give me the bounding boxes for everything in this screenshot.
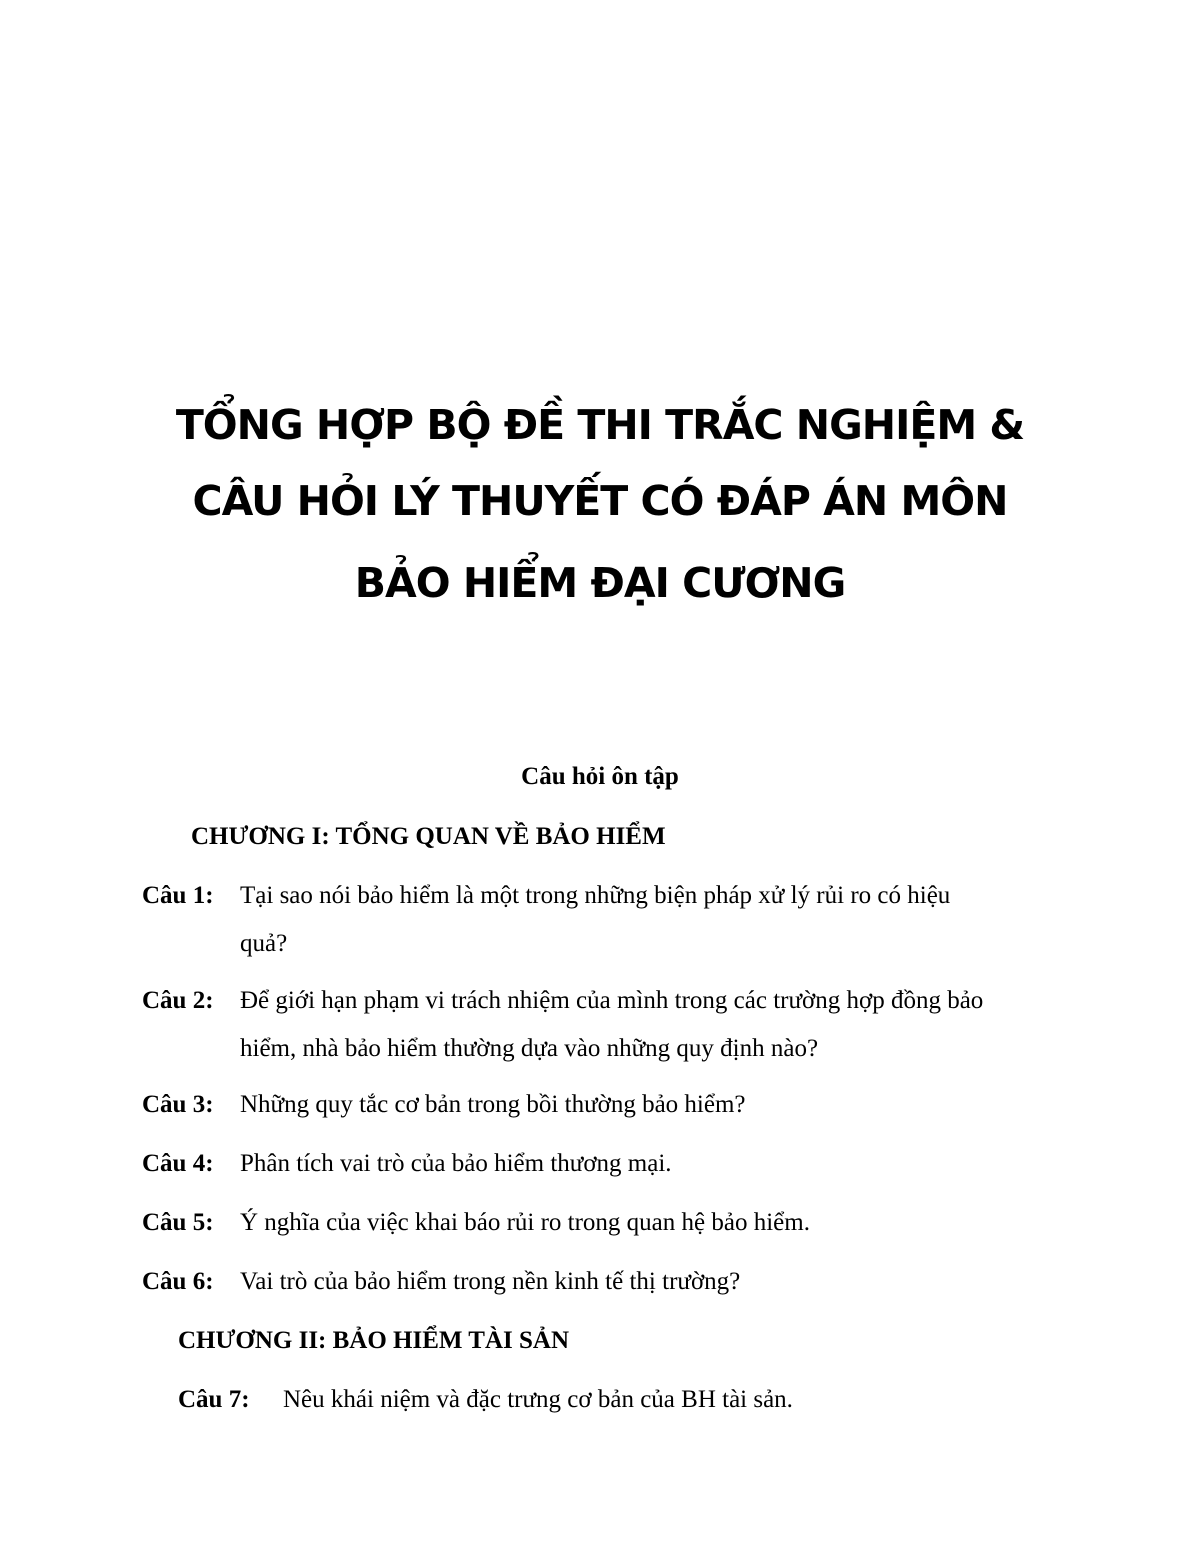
question-3-text: Những quy tắc cơ bản trong bồi thường bảo hiểm? [240, 1091, 746, 1118]
question-4-text: Phân tích vai trò của bảo hiểm thương mại. [240, 1150, 672, 1177]
question-2-text-line-1: Để giới hạn phạm vi trách nhiệm của mình trong các trường hợp đồng bảo [240, 987, 984, 1014]
question-7-text: Nêu khái niệm và đặc trưng cơ bản của BH tài sản. [283, 1386, 793, 1413]
title-line-3: BẢO HIỂM ĐẠI CƯƠNG [354, 559, 846, 607]
question-1-text-line-1: Tại sao nói bảo hiểm là một trong những biện pháp xử lý rủi ro có hiệu [240, 882, 951, 909]
chapter-2-heading: CHƯƠNG II: BẢO HIỂM TÀI SẢN [178, 1327, 570, 1354]
question-1-label: Câu 1: [142, 882, 214, 909]
title-line-2: CÂU HỎI LÝ THUYẾT CÓ ĐÁP ÁN MÔN [192, 477, 1008, 525]
question-2-label: Câu 2: [142, 987, 214, 1014]
chapter-1-heading: CHƯƠNG I: TỔNG QUAN VỀ BẢO HIỂM [191, 823, 666, 850]
question-1-text-line-2: quả? [240, 930, 288, 957]
question-5-text: Ý nghĩa của việc khai báo rủi ro trong quan hệ bảo hiểm. [240, 1209, 810, 1236]
title-line-1: TỔNG HỢP BỘ ĐỀ THI TRẮC NGHIỆM & [175, 401, 1025, 449]
question-6-label: Câu 6: [142, 1268, 214, 1295]
question-3-label: Câu 3: [142, 1091, 214, 1118]
question-5-label: Câu 5: [142, 1209, 214, 1236]
question-7-label: Câu 7: [178, 1386, 250, 1413]
question-4-label: Câu 4: [142, 1150, 214, 1177]
question-6-text: Vai trò của bảo hiểm trong nền kinh tế thị trường? [240, 1268, 741, 1295]
section-subtitle: Câu hỏi ôn tập [521, 763, 679, 790]
question-2-text-line-2: hiểm, nhà bảo hiểm thường dựa vào những quy định nào? [240, 1035, 819, 1062]
